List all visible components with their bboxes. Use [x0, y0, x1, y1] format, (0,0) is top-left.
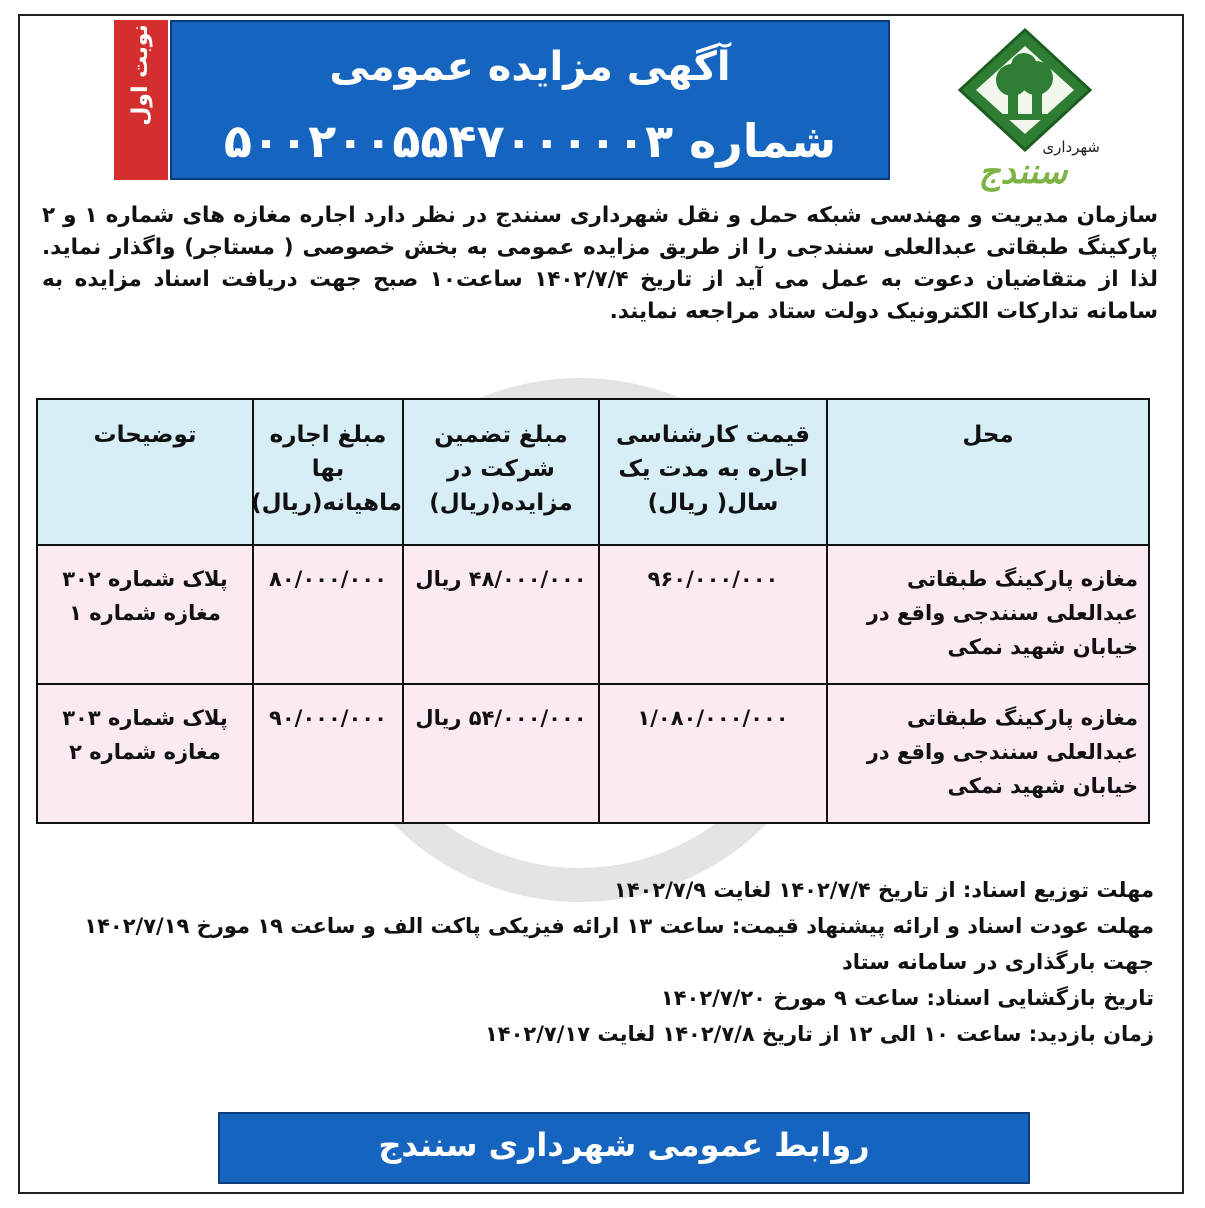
opening-date: تاریخ بازگشایی اسناد: ساعت ۹ مورخ ۱۴۰۲/۷/۲۰ [660, 986, 1154, 1010]
visit-time: زمان بازدید: ساعت ۱۰ الی ۱۲ از تاریخ ۱۴۰۲/۷/۸ لغایت ۱۴۰۲/۷/۱۷ [484, 1022, 1154, 1046]
publication-round-label: نوبت اول [128, 24, 153, 126]
table-row [37, 684, 1149, 823]
footer-banner [218, 1112, 1030, 1184]
distribution-deadline: مهلت توزیع اسناد: از تاریخ ۱۴۰۲/۷/۴ لغایت ۱۴۰۲/۷/۹ [613, 878, 1154, 902]
cell-deposit: ۵۴/۰۰۰/۰۰۰ ریال [403, 684, 599, 823]
header-deposit: مبلغ تضمین شرکت در مزایده(ریال) [403, 399, 599, 545]
announcement-title: آگهی مزایده عمومی [329, 44, 731, 90]
cell-appraisal-price: ۹۶۰/۰۰۰/۰۰۰ [599, 545, 827, 684]
cell-notes: پلاک شماره ۳۰۲ مغازه شماره ۱ [37, 545, 253, 684]
logo-caption: شهرداری [1042, 138, 1100, 156]
schedule-notes [40, 872, 1154, 1052]
cell-appraisal-price: ۱/۰۸۰/۰۰۰/۰۰۰ [599, 684, 827, 823]
intro-paragraph: سازمان مدیریت و مهندسی شبکه حمل و نقل شهرداری سنندج در نظر دارد اجاره مغازه های شماره ۱ و ۲ پارکینگ طبقاتی عبدالعلی سنندجی را از طریق مزایده عمومی به بخش خصوصی ( مستاجر) واگذار نماید. لذا از متقاضیان دعوت به عمل می آید از تاریخ ۱۴۰۲/۷/۴ ساعت۱۰ صبح جهت دریافت اسناد مزایده به سامانه تدارکات الکترونیک دولت ستاد مراجعه نمایند. [42, 203, 1158, 324]
auction-number: شماره ۵۰۰۲۰۰۵۵۴۷۰۰۰۰۰۳ [223, 114, 837, 168]
cell-monthly-rent: ۹۰/۰۰۰/۰۰۰ [253, 684, 403, 823]
table-row [37, 545, 1149, 684]
footer-text: روابط عمومی شهرداری سنندج [378, 1126, 870, 1164]
cell-deposit: ۴۸/۰۰۰/۰۰۰ ریال [403, 545, 599, 684]
publication-round-badge [114, 20, 168, 180]
cell-notes: پلاک شماره ۳۰۳ مغازه شماره ۲ [37, 684, 253, 823]
cell-monthly-rent: ۸۰/۰۰۰/۰۰۰ [253, 545, 403, 684]
logo-city-name: سنندج [978, 152, 1068, 192]
header-monthly-rent: مبلغ اجاره بها ماهیانه(ریال) [253, 399, 403, 545]
header-appraisal-price: قیمت کارشناسی اجاره به مدت یک سال( ریال) [599, 399, 827, 545]
announcement-header [170, 20, 890, 180]
header-notes: توضیحات [37, 399, 253, 545]
table-header-row [37, 399, 1149, 545]
cell-location: مغازه پارکینگ طبقاتی عبدالعلی سنندجی واقع در خیابان شهید نمکی [827, 684, 1149, 823]
cell-location: مغازه پارکینگ طبقاتی عبدالعلی سنندجی واقع در خیابان شهید نمکی [827, 545, 1149, 684]
submission-deadline: مهلت عودت اسناد و ارائه پیشنهاد قیمت: ساعت ۱۳ ارائه فیزیکی پاکت الف و ساعت ۱۹ مورخ ۱۴۰۲/۷/۱۹ جهت بارگذاری در سامانه ستاد [84, 914, 1154, 974]
header-location: محل [827, 399, 1149, 545]
auction-table [36, 398, 1150, 824]
